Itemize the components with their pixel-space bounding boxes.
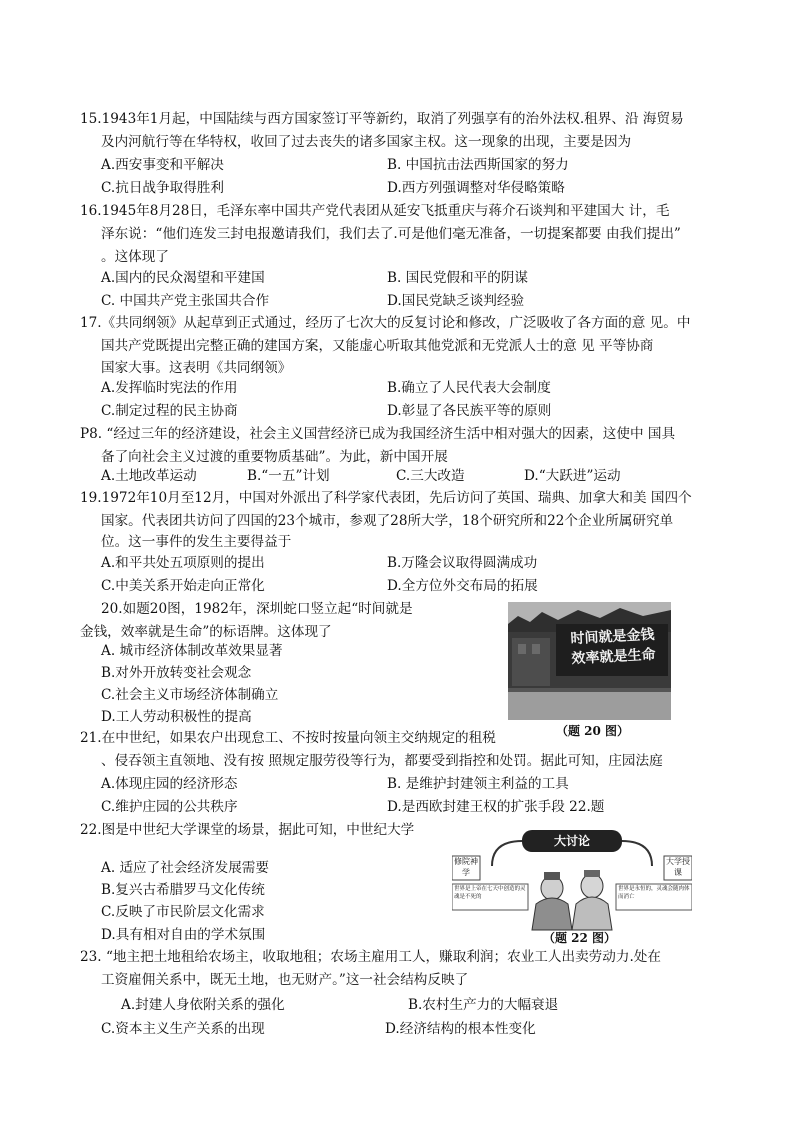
q20-option-a: A. 城市经济体制改革效果显著 (101, 643, 283, 659)
debate-title: 大讨论 (553, 834, 590, 848)
q22-debate-illustration (452, 826, 692, 934)
q23-option-b: B.农村生产力的大幅衰退 (408, 997, 559, 1013)
q22-option-a: A. 适应了社会经济发展需要 (101, 860, 269, 876)
q18-option-d: D.“大跃进”运动 (524, 468, 621, 484)
q21-option-d: D.是西欧封建王权的扩张手段 22.题 (387, 799, 605, 815)
q16-option-d: D.国民党缺乏谈判经验 (387, 293, 525, 309)
q22-option-c: C.反映了市民阶层文化需求 (101, 904, 265, 920)
q16-option-c: C. 中国共产党主张国共合作 (101, 293, 270, 309)
q21-stem-line2: 、侵吞领主直领地、没有按 照规定服劳役等行为，都要受到指控和处罚。据此可知，庄园法庭 (101, 753, 663, 769)
q15-option-a: A.西安事变和平解决 (101, 157, 224, 173)
debate-left-note: 世界是上帝在七天中创造的灵魂是不死的 (454, 886, 526, 900)
q17-option-a: A.发挥临时宪法的作用 (101, 380, 238, 396)
q19-option-c: C.中美关系开始走向正常化 (101, 578, 265, 594)
q15-option-d: D.西方列强调整对华侵略策略 (387, 180, 565, 196)
q15-stem-line1: 15.1943年1月起，中国陆续与西方国家签订平等新约，取消了列强享有的治外法权.租界、沿 海贸易 (80, 111, 684, 127)
q17-option-c: C.制定过程的民主协商 (101, 403, 238, 419)
q22-stem-line1: 22.图是中世纪大学课堂的场景，据此可知，中世纪大学 (80, 822, 415, 838)
q16-stem-line3: 。这体现了 (101, 249, 169, 265)
q23-option-c: C.资本主义生产关系的出现 (101, 1021, 265, 1037)
q15-option-c: C.抗日战争取得胜利 (101, 180, 224, 196)
debate-left-label: 修院神学 (454, 857, 478, 877)
debate-right-note: 世界是永恒的，灵魂会随肉体而消亡 (618, 886, 690, 900)
q19-stem-line1: 19.1972年10月至12月，中国对外派出了科学家代表团，先后访问了英国、瑞典、加拿大和美 国四个 (80, 490, 692, 506)
q22-figure-caption: （题 22 图） (543, 931, 617, 945)
q19-option-d: D.全方位外交布局的拓展 (387, 578, 538, 594)
q18-option-b: B.“一五”计划 (247, 468, 330, 484)
q19-stem-line3: 位。这一事件的发生主要得益于 (101, 534, 292, 550)
q20-stem-line2: 金钱，效率就是生命”的标语牌。这体现了 (80, 624, 332, 640)
q17-option-b: B.确立了人民代表大会制度 (387, 380, 551, 396)
q23-stem-line1: 23. “地主把土地租给农场主，收取地租；农场主雇用工人，赚取利润；农业工人出卖劳动力.处在 (80, 949, 661, 965)
q17-stem-line3: 国家大事。这表明《共同纲领》 (101, 360, 292, 376)
q21-option-b: B. 是维护封建领主利益的工具 (387, 776, 569, 792)
q22-option-d: D.具有相对自由的学术氛围 (101, 927, 266, 943)
q16-stem-line1: 16.1945年8月28日，毛泽东率中国共产党代表团从延安飞抵重庆与蒋介石谈判和平建国大 计，毛 (80, 203, 670, 219)
q17-stem-line2: 国共产党既提出完整正确的建国方案，又能虚心听取其他党派和无党派人士的意 见 平等协商 (101, 338, 654, 354)
q20-stem-line1: 20.如题20图，1982年，深圳蛇口竖立起“时间就是 (101, 601, 413, 617)
q19-option-b: B.万隆会议取得圆满成功 (387, 555, 538, 571)
q18-stem-line1: P8. “经过三年的经济建设，社会主义国营经济已成为我国经济生活中相对强大的因素，这使中 国具 (80, 426, 676, 442)
q16-stem-line2: 泽东说：“他们连发三封电报邀请我们，我们去了.可是他们毫无准备，一切提案都要 由我们提出” (101, 226, 681, 242)
q20-billboard-photo (508, 602, 671, 720)
q23-option-a: A.封建人身依附关系的强化 (121, 997, 285, 1013)
q15-option-b: B. 中国抗击法西斯国家的努力 (387, 157, 569, 173)
q17-stem-line1: 17.《共同纲领》从起草到正式通过，经历了七次大的反复讨论和修改，广泛吸收了各方面的意 见。中 (80, 315, 691, 331)
q23-option-d: D.经济结构的根本性变化 (385, 1021, 536, 1037)
q20-option-d: D.工人劳动积极性的提高 (101, 709, 252, 725)
q16-option-a: A.国内的民众渴望和平建国 (101, 270, 265, 286)
q20-option-c: C.社会主义市场经济体制确立 (101, 687, 279, 703)
q16-option-b: B. 国民党假和平的阴谋 (387, 270, 528, 286)
q18-stem-line2: 备了向社会主义过渡的重要物质基础”。为此，新中国开展 (101, 449, 448, 465)
q19-option-a: A.和平共处五项原则的提出 (101, 555, 265, 571)
q20-option-b: B.对外开放转变社会观念 (101, 665, 252, 681)
billboard-slogan (557, 624, 669, 670)
q20-figure-caption: （题 20 图） (556, 724, 630, 738)
billboard-slogan-line2: 效率就是生命 (571, 646, 656, 668)
q21-option-c: C.维护庄园的公共秩序 (101, 799, 238, 815)
debate-right-label: 大学授课 (666, 857, 690, 877)
q18-option-a: A.土地改革运动 (101, 468, 197, 484)
q19-stem-line2: 国家。代表团共访问了四国的23个城市，参观了28所大学，18个研究所和22个企业所属研究单 (101, 513, 674, 529)
q21-option-a: A.体现庄园的经济形态 (101, 776, 238, 792)
billboard-slogan-line1: 时间就是金钱 (570, 626, 655, 648)
q17-option-d: D.彰显了各民族平等的原则 (387, 403, 552, 419)
q21-stem-line1: 21.在中世纪，如果农户出现怠工、不按时按量向领主交纳规定的租税 (80, 730, 496, 746)
q15-stem-line2: 及内河航行等在华特权，收回了过去丧失的诸多国家主权。这一现象的出现，主要是因为 (101, 134, 632, 150)
q18-option-c: C.三大改造 (396, 468, 465, 484)
q22-option-b: B.复兴古希腊罗马文化传统 (101, 882, 265, 898)
q23-stem-line2: 工资雇佣关系中，既无土地，也无财产。”这一社会结构反映了 (101, 972, 469, 988)
